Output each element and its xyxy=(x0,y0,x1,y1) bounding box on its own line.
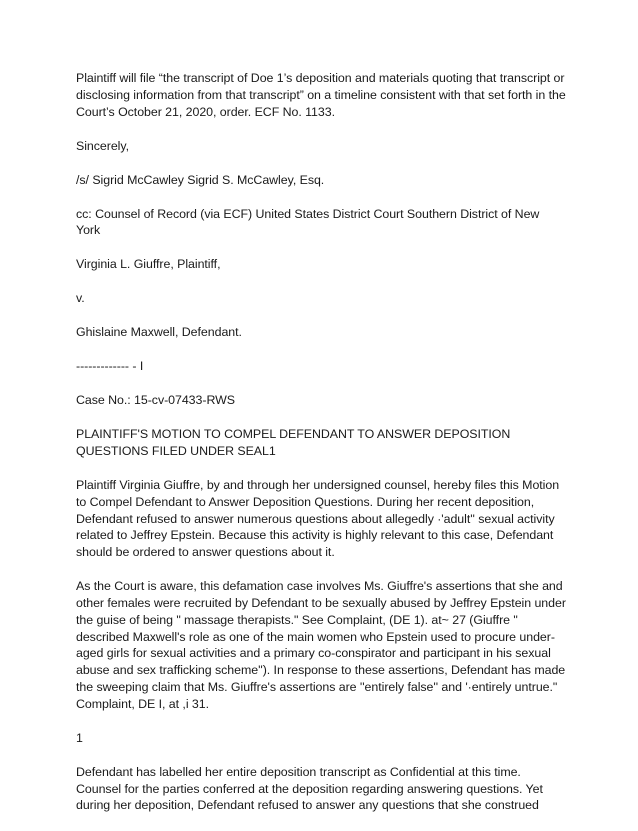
case-number: Case No.: 15-cv-07433-RWS xyxy=(76,393,235,408)
cc-line: cc: Counsel of Record (via ECF) United States District Court Southern District of New York xyxy=(76,206,540,238)
motion-title: PLAINTIFF'S MOTION TO COMPEL DEFENDANT TO ANSWER DEPOSITION QUESTIONS FILED UNDER SEAL1 xyxy=(76,427,511,459)
paragraph-filing-notice: Plaintiff will file “the transcript of Doe 1’s deposition and materials quoting that transcript or disclosing information from that transcript” on a timeline consistent with that set forth in the Court’s October 21, 2020, order. ECF No. 1133. xyxy=(76,71,566,119)
defendant-line: Ghislaine Maxwell, Defendant. xyxy=(76,325,242,340)
versus-line: v. xyxy=(76,291,85,306)
closing-salutation: Sincerely, xyxy=(76,138,129,153)
paragraph-introduction: Plaintiff Virginia Giuffre, by and through her undersigned counsel, hereby files this Motion to Compel Defendant to Answer Deposition Questions. During her recent deposition, Defendant refused to answer numerous questions about allegedly ·'adult'' sexual activity related to Jeffrey Epstein. Because this activity is highly relevant to this case, Defendant should be ordered to answer questions about it. xyxy=(76,478,560,560)
plaintiff-line: Virginia L. Giuffre, Plaintiff, xyxy=(76,257,221,272)
paragraph-background: As the Court is aware, this defamation case involves Ms. Giuffre's assertions that she and other females were recruited by Defendant to be sexually abused by Jeffrey Epstein under the guise of being " massage therapists." See Complaint, (DE 1). at~ 27 (Giuffre " described Maxwell's role as one of the main women who Epstein used to procure under-aged girls for sexual activities and a primary co-conspirator and participant in his sexual abuse and sex trafficking scheme''). In response to these assertions, Defendant has made the sweeping claim that Ms. Giuffre's assertions are ''entirely false'' and '·entirely untrue." Complaint, DE I, at ,i 31. xyxy=(76,579,566,711)
signature-line: /s/ Sigrid McCawley Sigrid S. McCawley, Esq. xyxy=(76,172,325,187)
page-number: 1 xyxy=(76,730,83,745)
separator-line: ------------- - I xyxy=(76,359,144,374)
document-body xyxy=(76,70,566,831)
paragraph-confidentiality: Defendant has labelled her entire deposition transcript as Confidential at this time. Counsel for the parties conferred at the deposition regarding answering questions. Yet during her deposition, Defendant refused to answer any questions that she construed xyxy=(76,764,543,813)
